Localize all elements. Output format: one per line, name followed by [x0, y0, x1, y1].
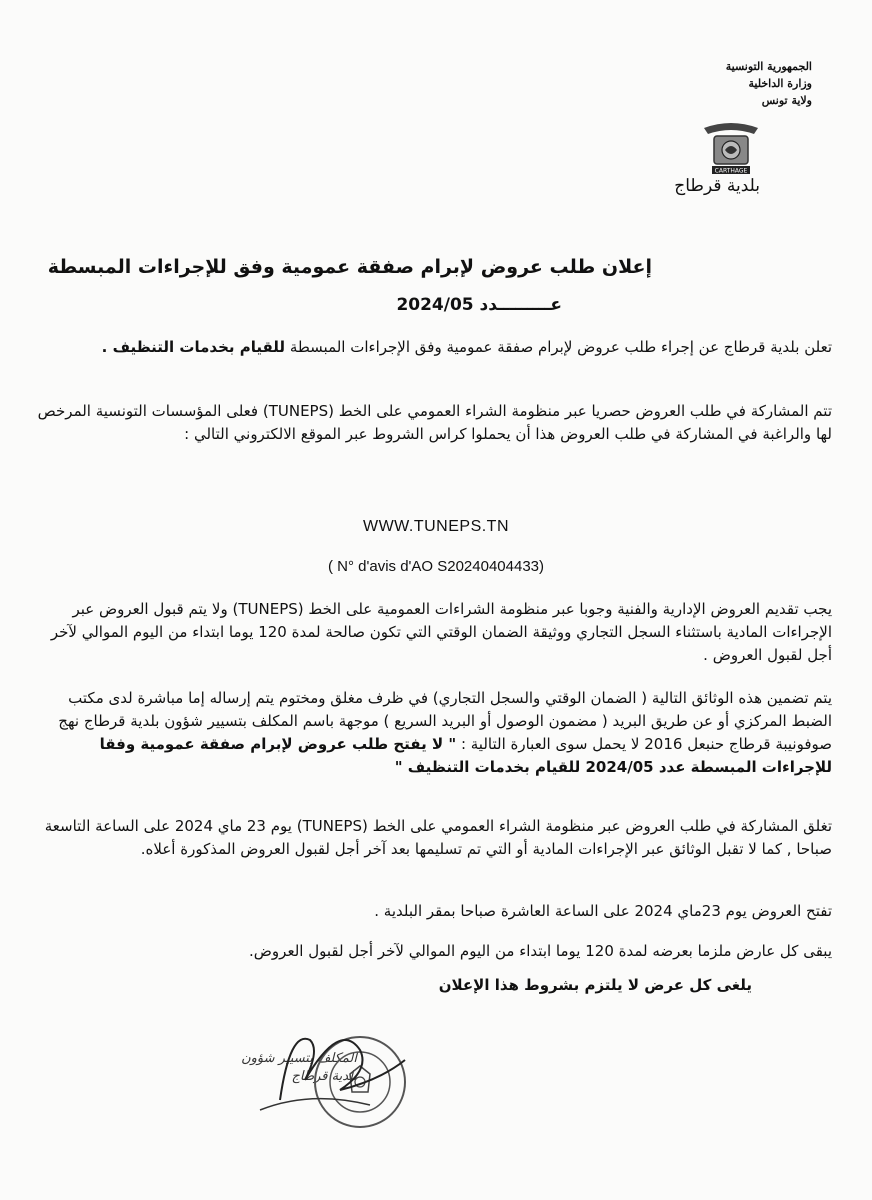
- header-line-governorate: ولاية تونس: [761, 94, 812, 107]
- municipality-name: بلدية قرطاج: [674, 176, 760, 196]
- paragraph-intro-bold: للقيام بخدمات التنظيف .: [101, 338, 286, 356]
- announcement-title: إعلان طلب عروض لإبرام صفقة عمومية وفق للإجراءات المبسطة: [47, 256, 652, 278]
- paragraph-validity: يبقى كل عارض ملزما بعرضه لمدة 120 يوما ابتداء من اليوم الموالي لآخر أجل لقبول العروض.: [249, 942, 832, 960]
- carthage-emblem-icon: [700, 120, 762, 178]
- ministry-header: [652, 58, 812, 109]
- paragraph-intro: [32, 336, 832, 359]
- paragraph-intro-text: تعلن بلدية قرطاج عن إجراء طلب عروض لإبرام صفقة عمومية وفق الإجراءات المبسطة: [285, 338, 832, 356]
- signatory-title: المكلف بتسيير شؤون بلدية قرطاج: [241, 1051, 357, 1084]
- paragraph-participation: تتم المشاركة في طلب العروض حصريا عبر منظومة الشراء العمومي على الخط (TUNEPS) فعلى المؤسسات التونسية المرخص لها والراغبة في المشاركة في طلب العروض هذا أن يحملوا كراس الشروط عبر الموقع الالكتروني التالي :: [37, 402, 832, 443]
- paragraph-documents-text: يتم تضمين هذه الوثائق التالية ( الضمان الوقتي والسجل التجاري) في ظرف مغلق ومختوم يتم إرساله إما مباشرة لدى مكتب الضبط المركزي أو عن طريق البريد ( مضمون الوصول أو البريد السريع ) موجهة باسم المكلف بتسيير شؤون بلدية قرطاج نهج صوفونيبة قرطاج حنبعل 2016 لا يحمل سوى العبارة التالية :: [58, 689, 832, 753]
- header-line-ministry: وزارة الداخلية: [748, 77, 812, 90]
- paragraph-documents: [32, 687, 832, 779]
- tuneps-url: WWW.TUNEPS.TN: [362, 518, 510, 535]
- announcement-number: عـــــــــدد 2024/05: [396, 295, 562, 315]
- paragraph-closing: تغلق المشاركة في طلب العروض عبر منظومة الشراء العمومي على الخط (TUNEPS) يوم 23 ماي 2024 على الساعة التاسعة صباحا , كما لا تقبل الوثائق عبر الإجراءات المادية أو التي تم تسليمها بعد آخر أجل لقبول العروض المذكورة أعلاه.: [44, 817, 832, 858]
- paragraph-opening: تفتح العروض يوم 23ماي 2024 على الساعة العاشرة صباحا بمقر البلدية .: [374, 902, 832, 920]
- signature-icon: [220, 1010, 420, 1130]
- paragraph-submission: يجب تقديم العروض الإدارية والفنية وجوبا عبر منظومة الشراءات العمومية على الخط (TUNEPS) ولا يتم قبول العروض عبر الإجراءات المادية باستثناء السجل التجاري ووثيقة الضمان الوقتي التي تكون صالحة لمدة 120 يوما ابتداء من اليوم الموالي لآخر أجل لقبول العروض .: [50, 600, 832, 664]
- avis-number: ( N° d'avis d'AO S20240404433): [327, 558, 545, 575]
- paragraph-cancellation: يلغى كل عرض لا يلتزم بشروط هذا الإعلان: [438, 976, 752, 994]
- paragraph-documents-bold: " لا يفتح طلب عروض لإبرام صفقة عمومية وفقا للإجراءات المبسطة عدد 2024/05 للقيام بخدمات التنظيف ": [99, 735, 832, 776]
- emblem-text: CARTHAGE: [714, 167, 748, 175]
- header-line-republic: الجمهورية التونسية: [725, 60, 812, 73]
